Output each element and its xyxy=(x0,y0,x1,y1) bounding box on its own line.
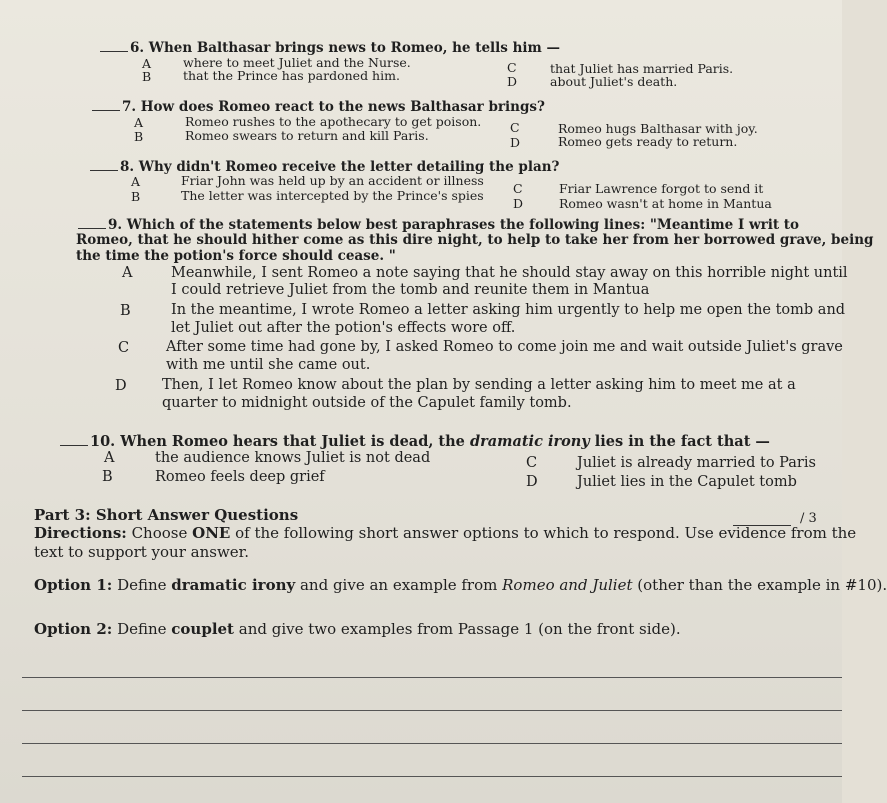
q8-letter-a: A xyxy=(131,174,141,189)
question-6 xyxy=(100,39,560,56)
q10-option-a[interactable]: the audience knows Juliet is not dead xyxy=(155,450,431,466)
directions-text-1b: of the following short answer options to which to respond. Use evidence from the xyxy=(230,524,857,542)
q10-letter-a: A xyxy=(104,450,115,466)
option-1 xyxy=(34,576,887,594)
option-2 xyxy=(34,620,681,638)
directions-line-1 xyxy=(34,524,856,542)
q7-option-d[interactable]: Romeo gets ready to return. xyxy=(558,134,738,149)
q6-letter-b: B xyxy=(142,69,152,84)
option-2-text-b: and give two examples from Passage 1 (on the front side). xyxy=(233,620,681,638)
answer-blank-9[interactable] xyxy=(78,216,106,229)
q6-option-d[interactable]: about Juliet's death. xyxy=(550,74,678,89)
option-1-term: dramatic irony xyxy=(171,576,296,594)
directions-line-2: text to support your answer. xyxy=(34,543,249,561)
option-1-label: Option 1: xyxy=(34,576,113,594)
q10-option-c[interactable]: Juliet is already married to Paris xyxy=(577,455,816,471)
q9-option-a-line-1[interactable]: Meanwhile, I sent Romeo a note saying that he should stay away on this horrible night until xyxy=(171,265,848,281)
question-10-term: dramatic irony xyxy=(469,433,590,450)
q10-letter-d: D xyxy=(526,474,538,490)
q8-option-b[interactable]: The letter was intercepted by the Prince's spies xyxy=(181,188,484,203)
q9-option-c-line-2[interactable]: with me until she came out. xyxy=(166,357,371,373)
q7-option-a[interactable]: Romeo rushes to the apothecary to get poison. xyxy=(185,114,482,129)
q7-letter-d: D xyxy=(510,135,521,150)
q9-option-d-line-1[interactable]: Then, I let Romeo know about the plan by sending a letter asking him to meet me at a xyxy=(162,377,796,393)
q6-letter-a: A xyxy=(142,56,152,71)
q6-option-a[interactable]: where to meet Juliet and the Nurse. xyxy=(183,55,411,70)
answer-blank-8[interactable] xyxy=(90,158,118,171)
answer-blank-7[interactable] xyxy=(92,98,120,111)
answer-line-3[interactable] xyxy=(22,743,842,744)
q9-option-d-line-2[interactable]: quarter to midnight outside of the Capulet family tomb. xyxy=(162,395,572,411)
q7-letter-c: C xyxy=(510,120,520,135)
question-9-line-2: Romeo, that he should hither come as this dire night, to help to take her from her borrowed grave, being xyxy=(76,232,874,248)
q7-letter-b: B xyxy=(134,129,144,144)
option-2-label: Option 2: xyxy=(34,620,113,638)
option-2-term: couplet xyxy=(171,620,234,638)
option-1-title: Romeo and Juliet xyxy=(502,576,633,594)
q8-letter-b: B xyxy=(131,189,141,204)
q7-option-b[interactable]: Romeo swears to return and kill Paris. xyxy=(185,128,429,143)
question-7-text: 7. How does Romeo react to the news Balthasar brings? xyxy=(122,99,545,115)
answer-line-4[interactable] xyxy=(22,776,842,777)
question-6-text: 6. When Balthasar brings news to Romeo, he tells him — xyxy=(130,40,561,56)
q6-letter-d: D xyxy=(507,74,518,89)
q8-option-a[interactable]: Friar John was held up by an accident or illness xyxy=(181,173,484,188)
q6-option-c[interactable]: that Juliet has married Paris. xyxy=(550,61,734,76)
q9-letter-b: B xyxy=(120,303,131,319)
q10-option-b[interactable]: Romeo feels deep grief xyxy=(155,469,325,485)
answer-blank-6[interactable] xyxy=(100,39,128,52)
directions-label: Directions: xyxy=(34,524,127,542)
answer-line-2[interactable] xyxy=(22,710,842,711)
q7-letter-a: A xyxy=(134,115,144,130)
q9-option-b-line-1[interactable]: In the meantime, I wrote Romeo a letter asking him urgently to help me open the tomb and xyxy=(171,302,846,318)
q10-letter-b: B xyxy=(102,469,113,485)
answer-blank-10[interactable] xyxy=(60,433,88,446)
question-10 xyxy=(60,433,770,450)
question-10-text-b: lies in the fact that — xyxy=(589,433,770,450)
q6-letter-c: C xyxy=(507,60,517,75)
q8-letter-c: C xyxy=(513,181,523,196)
q9-option-c-line-1[interactable]: After some time had gone by, I asked Romeo to come join me and wait outside Juliet's grave xyxy=(166,339,843,355)
question-9 xyxy=(78,216,799,233)
part-3-heading: Part 3: Short Answer Questions xyxy=(34,506,299,524)
question-9-line-1: 9. Which of the statements below best paraphrases the following lines: "Meantime I writ to xyxy=(108,217,799,233)
q9-option-a-line-2[interactable]: I could retrieve Juliet from the tomb and reunite them in Mantua xyxy=(171,282,650,298)
q8-option-c[interactable]: Friar Lawrence forgot to send it xyxy=(559,181,764,196)
q9-letter-d: D xyxy=(115,378,127,394)
q8-option-d[interactable]: Romeo wasn't at home in Mantua xyxy=(559,196,772,211)
option-1-text-a: Define xyxy=(112,576,172,594)
q8-letter-d: D xyxy=(513,196,524,211)
option-1-text-c: (other than the example in #10). xyxy=(632,576,887,594)
question-10-text-a: 10. When Romeo hears that Juliet is dead, the xyxy=(90,433,470,450)
question-9-line-3: the time the potion's force should cease. " xyxy=(76,248,396,264)
q9-letter-c: C xyxy=(118,340,130,356)
q9-letter-a: A xyxy=(122,265,133,281)
q10-option-d[interactable]: Juliet lies in the Capulet tomb xyxy=(577,474,797,490)
option-2-text-a: Define xyxy=(112,620,172,638)
q9-option-b-line-2[interactable]: let Juliet out after the potion's effects wore off. xyxy=(171,320,516,336)
q10-letter-c: C xyxy=(526,455,538,471)
directions-one: ONE xyxy=(192,524,231,542)
directions-text-1a: Choose xyxy=(126,524,193,542)
option-1-text-b: and give an example from xyxy=(295,576,503,594)
q7-option-c[interactable]: Romeo hugs Balthasar with joy. xyxy=(558,121,758,136)
q6-option-b[interactable]: that the Prince has pardoned him. xyxy=(183,68,400,83)
question-7 xyxy=(92,98,545,115)
answer-line-1[interactable] xyxy=(22,677,842,678)
question-8-text: 8. Why didn't Romeo receive the letter detailing the plan? xyxy=(120,159,560,175)
score-total: / 3 xyxy=(800,511,817,526)
